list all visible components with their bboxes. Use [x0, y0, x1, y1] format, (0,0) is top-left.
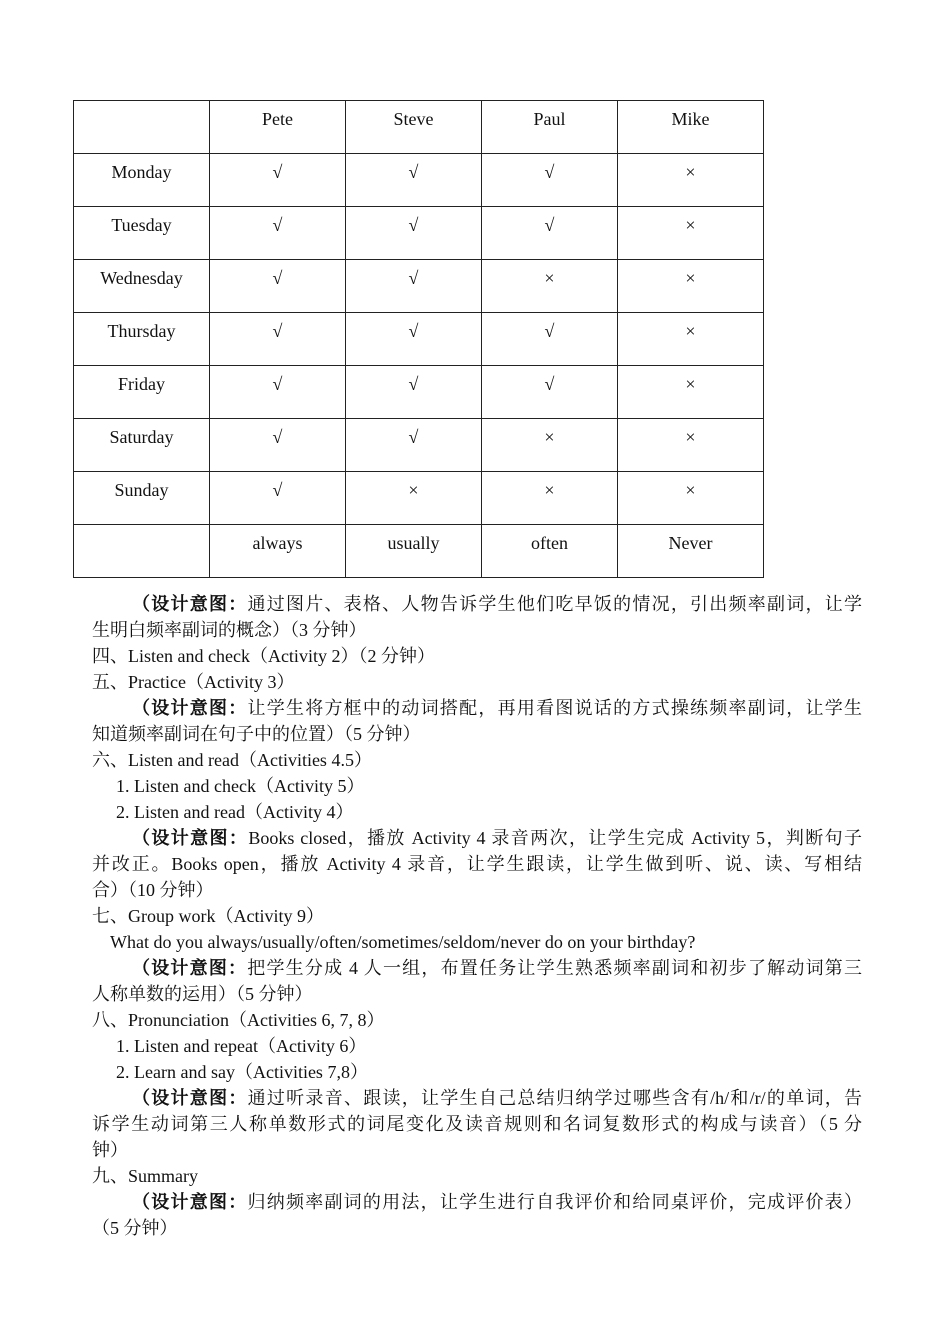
table-cell: √ — [210, 154, 346, 207]
table-row — [74, 472, 764, 525]
section-6-heading: 六、Listen and read（Activities 4.5） — [92, 750, 372, 770]
table-cell: √ — [346, 207, 482, 260]
section-8-item-1: 1. Listen and repeat（Activity 6） — [116, 1036, 367, 1056]
design-label: （设计意图： — [132, 1088, 248, 1108]
table-cell: √ — [482, 154, 618, 207]
design-note-6: （设计意图：归纳频率副词的用法，让学生进行自我评价和给同桌评价，完成评价表） — [132, 1192, 863, 1212]
section-6-item-1: 1. Listen and check（Activity 5） — [116, 776, 365, 796]
row-label-cell: Saturday — [74, 419, 210, 472]
table-cell: Steve — [346, 101, 482, 154]
table-row — [74, 154, 764, 207]
table-cell: √ — [482, 207, 618, 260]
row-label-cell: Tuesday — [74, 207, 210, 260]
table-cell: Mike — [618, 101, 764, 154]
row-label-cell: Friday — [74, 366, 210, 419]
row-label-cell: Monday — [74, 154, 210, 207]
row-label-cell: Wednesday — [74, 260, 210, 313]
table-cell: × — [618, 366, 764, 419]
table-cell: × — [482, 419, 618, 472]
table-cell: × — [618, 419, 764, 472]
table-cell: √ — [210, 313, 346, 366]
table-header-row — [74, 101, 764, 154]
section-9-heading: 九、Summary — [92, 1166, 198, 1186]
section-7-question: What do you always/usually/often/sometimes/seldom/never do on your birthday? — [110, 932, 696, 952]
table-cell: √ — [346, 260, 482, 313]
table-cell: √ — [210, 472, 346, 525]
design-label: （设计意图： — [132, 594, 248, 614]
design-note-5-end: 钟） — [92, 1140, 128, 1160]
table-cell: Paul — [482, 101, 618, 154]
table-cell: Never — [618, 525, 764, 578]
table-cell: always — [210, 525, 346, 578]
table-cell: × — [618, 313, 764, 366]
design-note-2-cont: 知道频率副词在句子中的位置）（5 分钟） — [92, 724, 421, 744]
table-cell: × — [346, 472, 482, 525]
design-note-5: （设计意图：通过听录音、跟读，让学生自己总结归纳学过哪些含有/h/和/r/的单词，告 — [132, 1088, 862, 1108]
table-row — [74, 260, 764, 313]
design-label: （设计意图： — [132, 698, 248, 718]
frequency-table — [73, 100, 764, 578]
section-6-item-2: 2. Listen and read（Activity 4） — [116, 802, 354, 822]
table-row — [74, 313, 764, 366]
design-note-1-cont: 生明白频率副词的概念）（3 分钟） — [92, 620, 367, 640]
row-label-cell: Sunday — [74, 472, 210, 525]
table-row — [74, 207, 764, 260]
design-note-6-cont: （5 分钟） — [92, 1218, 178, 1238]
section-4-heading: 四、Listen and check（Activity 2）（2 分钟） — [92, 646, 435, 666]
table-cell: × — [482, 260, 618, 313]
design-label: （设计意图： — [132, 828, 249, 848]
table-cell: √ — [346, 419, 482, 472]
row-label-cell — [74, 525, 210, 578]
row-label-cell — [74, 101, 210, 154]
design-note-4: （设计意图：把学生分成 4 人一组，布置任务让学生熟悉频率副词和初步了解动词第三 — [132, 958, 862, 978]
table-cell: × — [482, 472, 618, 525]
design-note-3-end: 合）（10 分钟） — [92, 880, 214, 900]
table-cell: √ — [210, 366, 346, 419]
design-note-3-cont: 并改正。Books open，播放 Activity 4 录音，让学生跟读，让学生做到听、说、读、写相结 — [92, 854, 862, 874]
section-7-heading: 七、Group work（Activity 9） — [92, 906, 324, 926]
design-note-4-cont: 人称单数的运用）（5 分钟） — [92, 984, 313, 1004]
design-note-2: （设计意图：让学生将方框中的动词搭配，再用看图说话的方式操练频率副词，让学生 — [132, 698, 863, 718]
design-note-3: （设计意图：Books closed，播放 Activity 4 录音两次，让学生完成 Activity 5，判断句子 — [132, 828, 862, 848]
table-cell: × — [618, 472, 764, 525]
table-cell: usually — [346, 525, 482, 578]
section-5-heading: 五、Practice（Activity 3） — [92, 672, 295, 692]
table-cell: √ — [210, 260, 346, 313]
table-body — [74, 101, 764, 578]
table-row — [74, 419, 764, 472]
design-note-5-cont: 诉学生动词第三人称单数形式的词尾变化及读音规则和名词复数形式的构成与读音）（5 分 — [92, 1114, 862, 1134]
table-cell: √ — [346, 366, 482, 419]
table-cell: × — [618, 154, 764, 207]
table-cell: √ — [482, 313, 618, 366]
table-cell: √ — [346, 154, 482, 207]
table-row — [74, 366, 764, 419]
table-cell: × — [618, 207, 764, 260]
lesson-text — [92, 591, 862, 1241]
table-footer-row — [74, 525, 764, 578]
table-cell: × — [618, 260, 764, 313]
design-label: （设计意图： — [132, 958, 248, 978]
table-cell: √ — [210, 419, 346, 472]
table-cell: √ — [482, 366, 618, 419]
table-cell: √ — [210, 207, 346, 260]
table-cell: Pete — [210, 101, 346, 154]
section-8-heading: 八、Pronunciation（Activities 6, 7, 8） — [92, 1010, 385, 1030]
design-label: （设计意图： — [132, 1192, 248, 1212]
section-8-item-2: 2. Learn and say（Activities 7,8） — [116, 1062, 368, 1082]
design-note-1: （设计意图：通过图片、表格、人物告诉学生他们吃早饭的情况，引出频率副词，让学 — [132, 594, 863, 614]
table-cell: √ — [346, 313, 482, 366]
table-cell: often — [482, 525, 618, 578]
row-label-cell: Thursday — [74, 313, 210, 366]
